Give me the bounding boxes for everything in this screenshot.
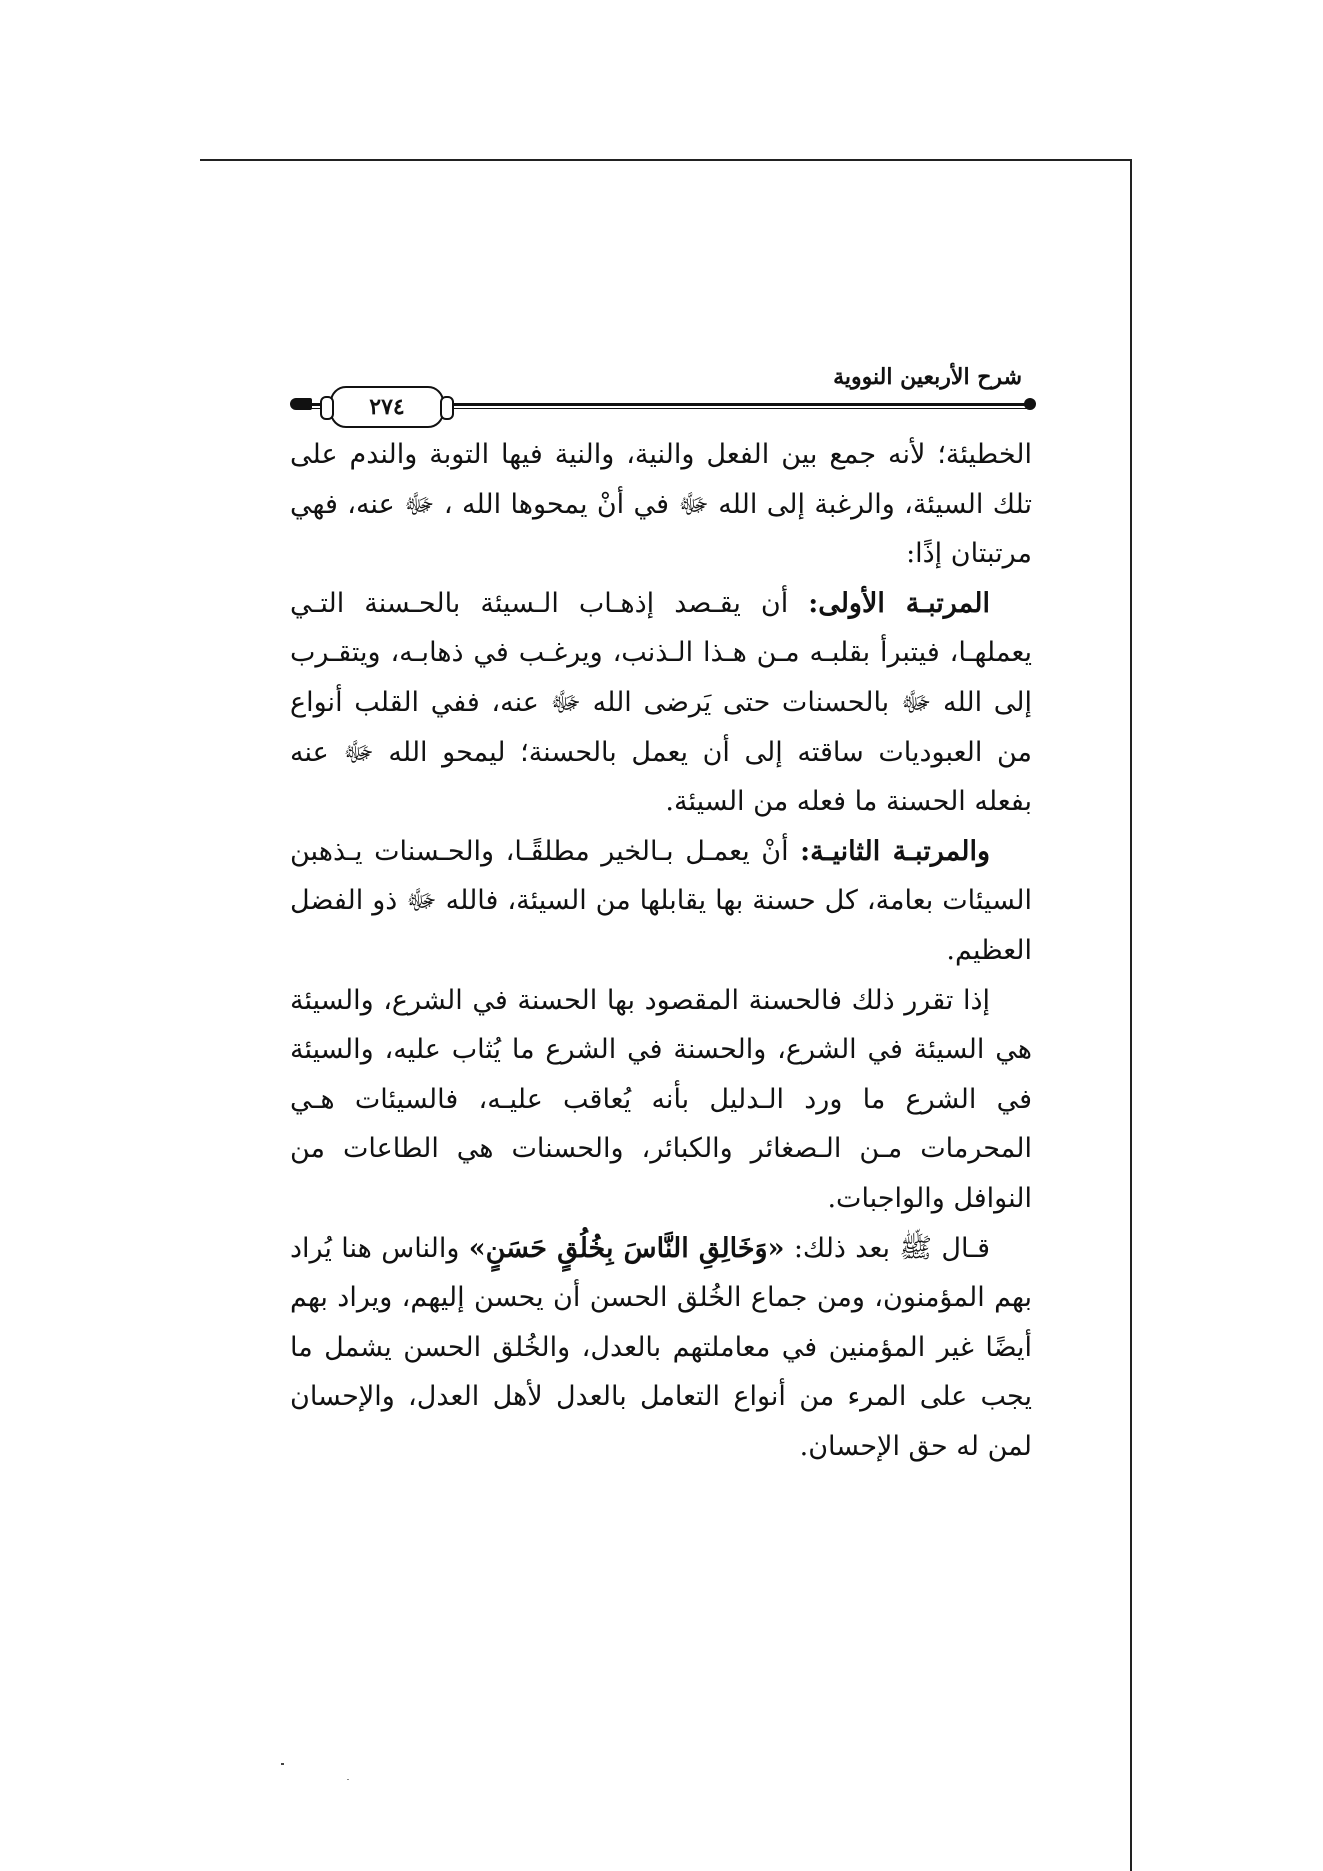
scan-border-right [1130,159,1132,1871]
page-number: ٢٧٤ [330,386,444,428]
paragraph-3 [290,827,1032,976]
scan-speck [347,1779,349,1780]
paragraph-lead: المرتبـة الأولى: [808,587,990,619]
scan-border-top [200,159,1132,161]
hadith-quote: «وَخَالِقِ النَّاسَ بِخُلُقٍ حَسَنٍ» [468,1232,785,1264]
paragraph-text: إذا تقرر ذلك فالحسنة المقصود بها الحسنة في الشرع، والسيئة هي السيئة في الشرع، والحسنة في الشرع ما يُثاب عليه، والسيئة في الشرع ما ورد الـدليل بأنه يُعاقب عليـه، فالسيئات هـي المحرمات مـن الـصغائر والكبائر، والحسنات هي الطاعات من النوافل والواجبات. [290,984,1032,1214]
paragraph-1 [290,430,1032,579]
book-title: شرح الأربعين النووية [833,364,1022,390]
page-body [290,430,1032,1471]
paragraph-text: أن يقـصد إذهـاب الـسيئة بالحـسنة التـي يعملهـا، فيتبرأ بقلبـه مـن هـذا الـذنب، ويرغـب في ذهابـه، ويتقـرب إلى الله ﷻ بالحسنات حتى يَرضى الله ﷻ عنه، ففي القلب أنواع من العبوديات ساقته إلى أن يعمل بالحسنة؛ ليمحو الله ﷻ عنه بفعله الحسنة ما فعله من السيئة. [290,587,1032,818]
paragraph-lead: والمرتبـة الثانيـة: [800,835,990,867]
paragraph-2 [290,579,1032,827]
paragraph-4 [290,976,1032,1224]
paragraph-text: الخطيئة؛ لأنه جمع بين الفعل والنية، والنية فيها التوبة والندم على تلك السيئة، والرغبة إلى الله ﷻ في أنْ يمحوها الله ، ﷻ عنه، فهي مرتبتان إذًا: [290,439,1032,570]
page-header [290,358,1032,430]
frame-ornament [290,398,312,410]
scan-speck [281,1763,284,1765]
paragraph-5 [290,1224,1032,1472]
paragraph-text: قـال ﷺ بعد ذلك: [784,1232,990,1264]
paragraph-text: والناس هنا يُراد بهم المؤمنون، ومن جماع الخُلق الحسن أن يحسن إليهم، ويراد بهم أيضًا غير المؤمنين في معاملتهم بالعدل، والخُلق الحسن يشمل ما يجب على المرء من أنواع التعامل بالعدل لأهل العدل، والإحسان لمن له حق الإحسان. [290,1232,1033,1462]
rule-end-ornament [1024,398,1036,410]
paragraph-text: أنْ يعمـل بـالخير مطلقًـا، والحـسنات يـذهبن السيئات بعامة، كل حسنة بها يقابلها من السيئة، فالله ﷻ ذو الفضل العظيم. [290,835,1032,966]
